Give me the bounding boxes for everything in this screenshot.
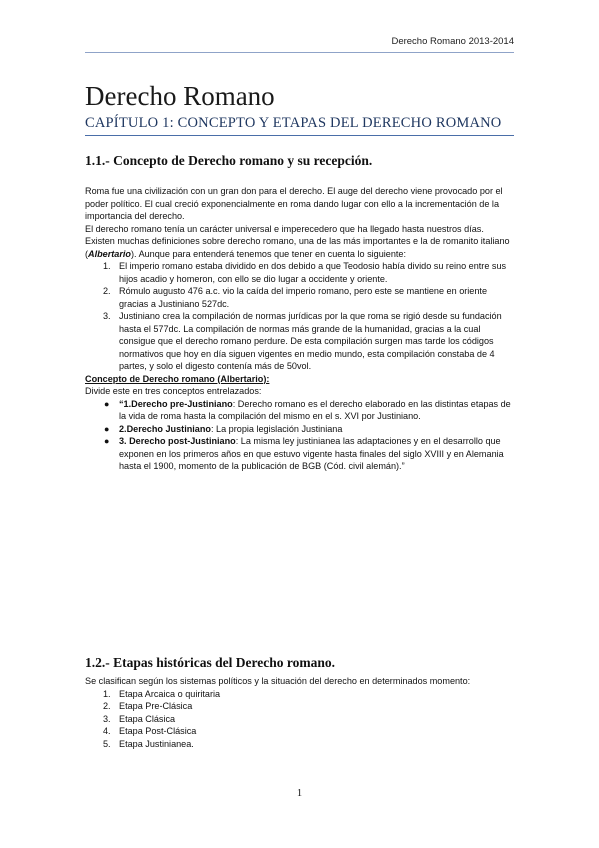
list-item-text: Rómulo augusto 476 a.c. vio la caída del imperio romano, pero este se mantiene en oriente gracias a Justiniano 527dc. <box>119 286 488 309</box>
bullet-term: 3. Derecho post-Justiniano <box>119 436 236 446</box>
concept-heading: Concepto de Derecho romano (Albertario): <box>85 373 270 384</box>
list-item <box>85 398 515 423</box>
list-item <box>85 423 515 436</box>
page-number: 1 <box>296 788 303 799</box>
list-item-text: Etapa Justinianea. <box>119 738 194 749</box>
list-number: 1. <box>103 261 111 271</box>
list-item <box>85 310 515 373</box>
bullet-icon: ● <box>104 398 110 409</box>
section-1-1-body <box>85 185 515 473</box>
list-number: 4. <box>103 726 111 736</box>
section-intro: Se clasifican según los sistemas políticos y la situación del derecho en determinados momento: <box>85 676 471 686</box>
list-number: 3. <box>103 311 111 321</box>
list-item <box>85 688 515 701</box>
paragraph-text: ). Aunque para entenderá tenemos que tener en cuenta lo siguiente: <box>130 248 407 259</box>
paragraph-text: Existen muchas definiciones sobre derecho romano, una de las más importantes e la de romanito italiano ( <box>85 236 510 259</box>
list-item-text: Etapa Arcaica o quiritaria <box>119 688 221 699</box>
list-number: 1. <box>103 688 111 699</box>
section-1-2-body <box>85 675 515 750</box>
numbered-list <box>85 260 515 373</box>
list-number: 3. <box>103 713 111 724</box>
list-item <box>85 725 515 738</box>
list-item <box>85 700 515 713</box>
list-number: 2. <box>103 286 111 296</box>
header-rule <box>85 52 514 53</box>
list-item-text: Justiniano crea la compilación de normas jurídicas por la que roma se rigió desde su fundación hasta el 577dc. La compilación de normas más grande de la humanidad, gracias a la cual consigue que el derecho romano perdure. De esta compilación surgen mas tarde los códigos normativos que hoy en día siguen vigentes en medio mundo, esta compilación constaba de 4 partes, y solo el digesto contenía más de 50vol. <box>119 311 502 371</box>
list-item-text: El imperio romano estaba dividido en dos debido a que Teodosio había divido su reino entre sus hijos acadio y homeron, con ello se dio lugar a occidente y oriente. <box>119 261 507 284</box>
running-header: Derecho Romano 2013-2014 <box>391 36 514 47</box>
bullet-term: “1.Derecho pre-Justiniano <box>119 398 233 409</box>
numbered-list <box>85 688 515 751</box>
bullet-term: 2.Derecho Justiniano <box>119 423 211 434</box>
list-number: 2. <box>103 701 111 711</box>
list-item <box>85 285 515 310</box>
section-heading-1-2: 1.2.- Etapas históricas del Derecho romano. <box>85 655 335 670</box>
chapter-title: CAPÍTULO 1: CONCEPTO Y ETAPAS DEL DERECHO ROMANO <box>85 115 502 131</box>
paragraph: El derecho romano tenía un carácter universal e imperecedero que ha llegado hasta nuestros días. <box>85 223 484 234</box>
list-item <box>85 435 515 473</box>
list-item <box>85 260 515 285</box>
bullet-icon: ● <box>104 436 110 446</box>
list-item-text: Etapa Pre-Clásica <box>119 701 193 711</box>
list-item <box>85 713 515 726</box>
paragraph <box>85 235 515 260</box>
bullet-list <box>85 398 515 473</box>
concept-intro: Divide este en tres conceptos entrelazados: <box>85 386 262 396</box>
list-item-text: Etapa Post-Clásica <box>119 726 197 736</box>
author-name: Albertario <box>88 248 131 259</box>
list-item-text: Etapa Clásica <box>119 713 176 724</box>
paragraph: Roma fue una civilización con un gran don para el derecho. El auge del derecho viene provocado por el poder político. El cual creció exponencialmente en roma dando lugar con ello a la incrementación de la importancia del derecho. <box>85 186 503 221</box>
bullet-text: : La propia legislación Justiniana <box>210 423 343 434</box>
bullet-text: : La misma ley justinianea las adaptaciones y en el desarrollo que exponen en los primeros años en que estuvo vigente hasta finales del siglo XVIII y en Alemania hasta el 1900, momento de la publicación de BGB (Cód. civil alemán).” <box>119 436 504 471</box>
bullet-icon: ● <box>104 423 110 434</box>
title-rule <box>85 135 514 136</box>
section-heading-1-1: 1.1.- Concepto de Derecho romano y su recepción. <box>85 153 373 168</box>
list-number: 5. <box>103 738 111 749</box>
list-item <box>85 738 515 751</box>
document-title: Derecho Romano <box>85 81 275 111</box>
bullet-text: : Derecho romano es el derecho elaborado en las distintas etapas de la vida de roma hasta la compilación del mismo en el s. XVI por Justiniano. <box>119 398 511 421</box>
